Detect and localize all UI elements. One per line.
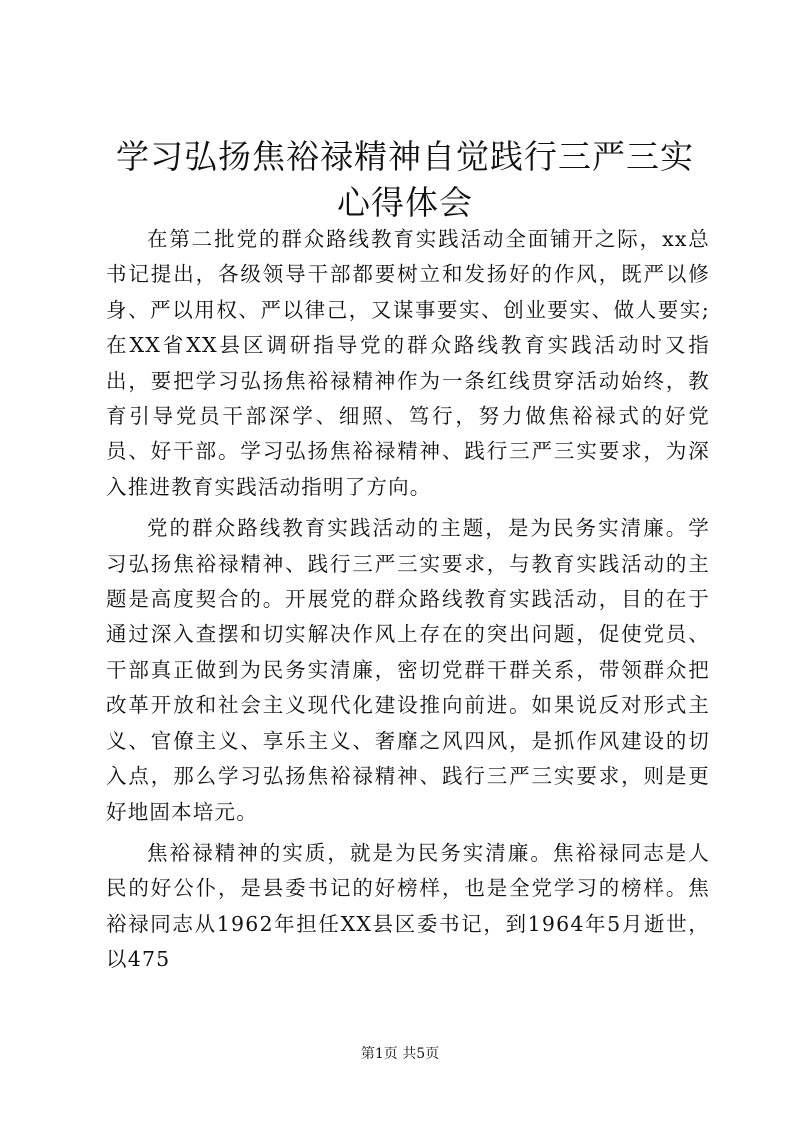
page-footer: 第1页 共5页 — [360, 1046, 440, 1062]
document-title: 学习弘扬焦裕禄精神自觉践行三严三实心得体会 — [116, 137, 694, 222]
paragraph-1: 在第二批党的群众路线教育实践活动全面铺开之际，xx总书记提出，各级领导干部都要树立和发扬好的作风，既严以修身、严以用权、严以律己，又谋事要实、创业要实、做人要实;在XX省XX县区调研指导党的群众路线教育实践活动时又指出，要把学习弘扬焦裕禄精神作为一条红线贯穿活动始终，教育引导党员干部深学、细照、笃行，努力做焦裕禄式的好党员、好干部。学习弘扬焦裕禄精神、践行三严三实要求，为深入推进教育实践活动指明了方向。 — [106, 227, 710, 499]
document-body — [106, 222, 710, 984]
paragraph-3: 焦裕禄精神的实质，就是为民务实清廉。焦裕禄同志是人民的好公仆，是县委书记的好榜样，也是全党学习的榜样。焦裕禄同志从1962年担任XX县区委书记，到1964年5月逝世，以475 — [106, 840, 710, 972]
paragraph-2: 党的群众路线教育实践活动的主题，是为民务实清廉。学习弘扬焦裕禄精神、践行三严三实要求，与教育实践活动的主题是高度契合的。开展党的群众路线教育实践活动，目的在于通过深入查摆和切实解决作风上存在的突出问题，促使党员、干部真正做到为民务实清廉，密切党群干群关系，带领群众把改革开放和社会主义现代化建设推向前进。如果说反对形式主义、官僚主义、享乐主义、奢靡之风四风，是抓作风建设的切入点，那么学习弘扬焦裕禄精神、践行三严三实要求，则是更好地固本培元。 — [106, 516, 710, 824]
